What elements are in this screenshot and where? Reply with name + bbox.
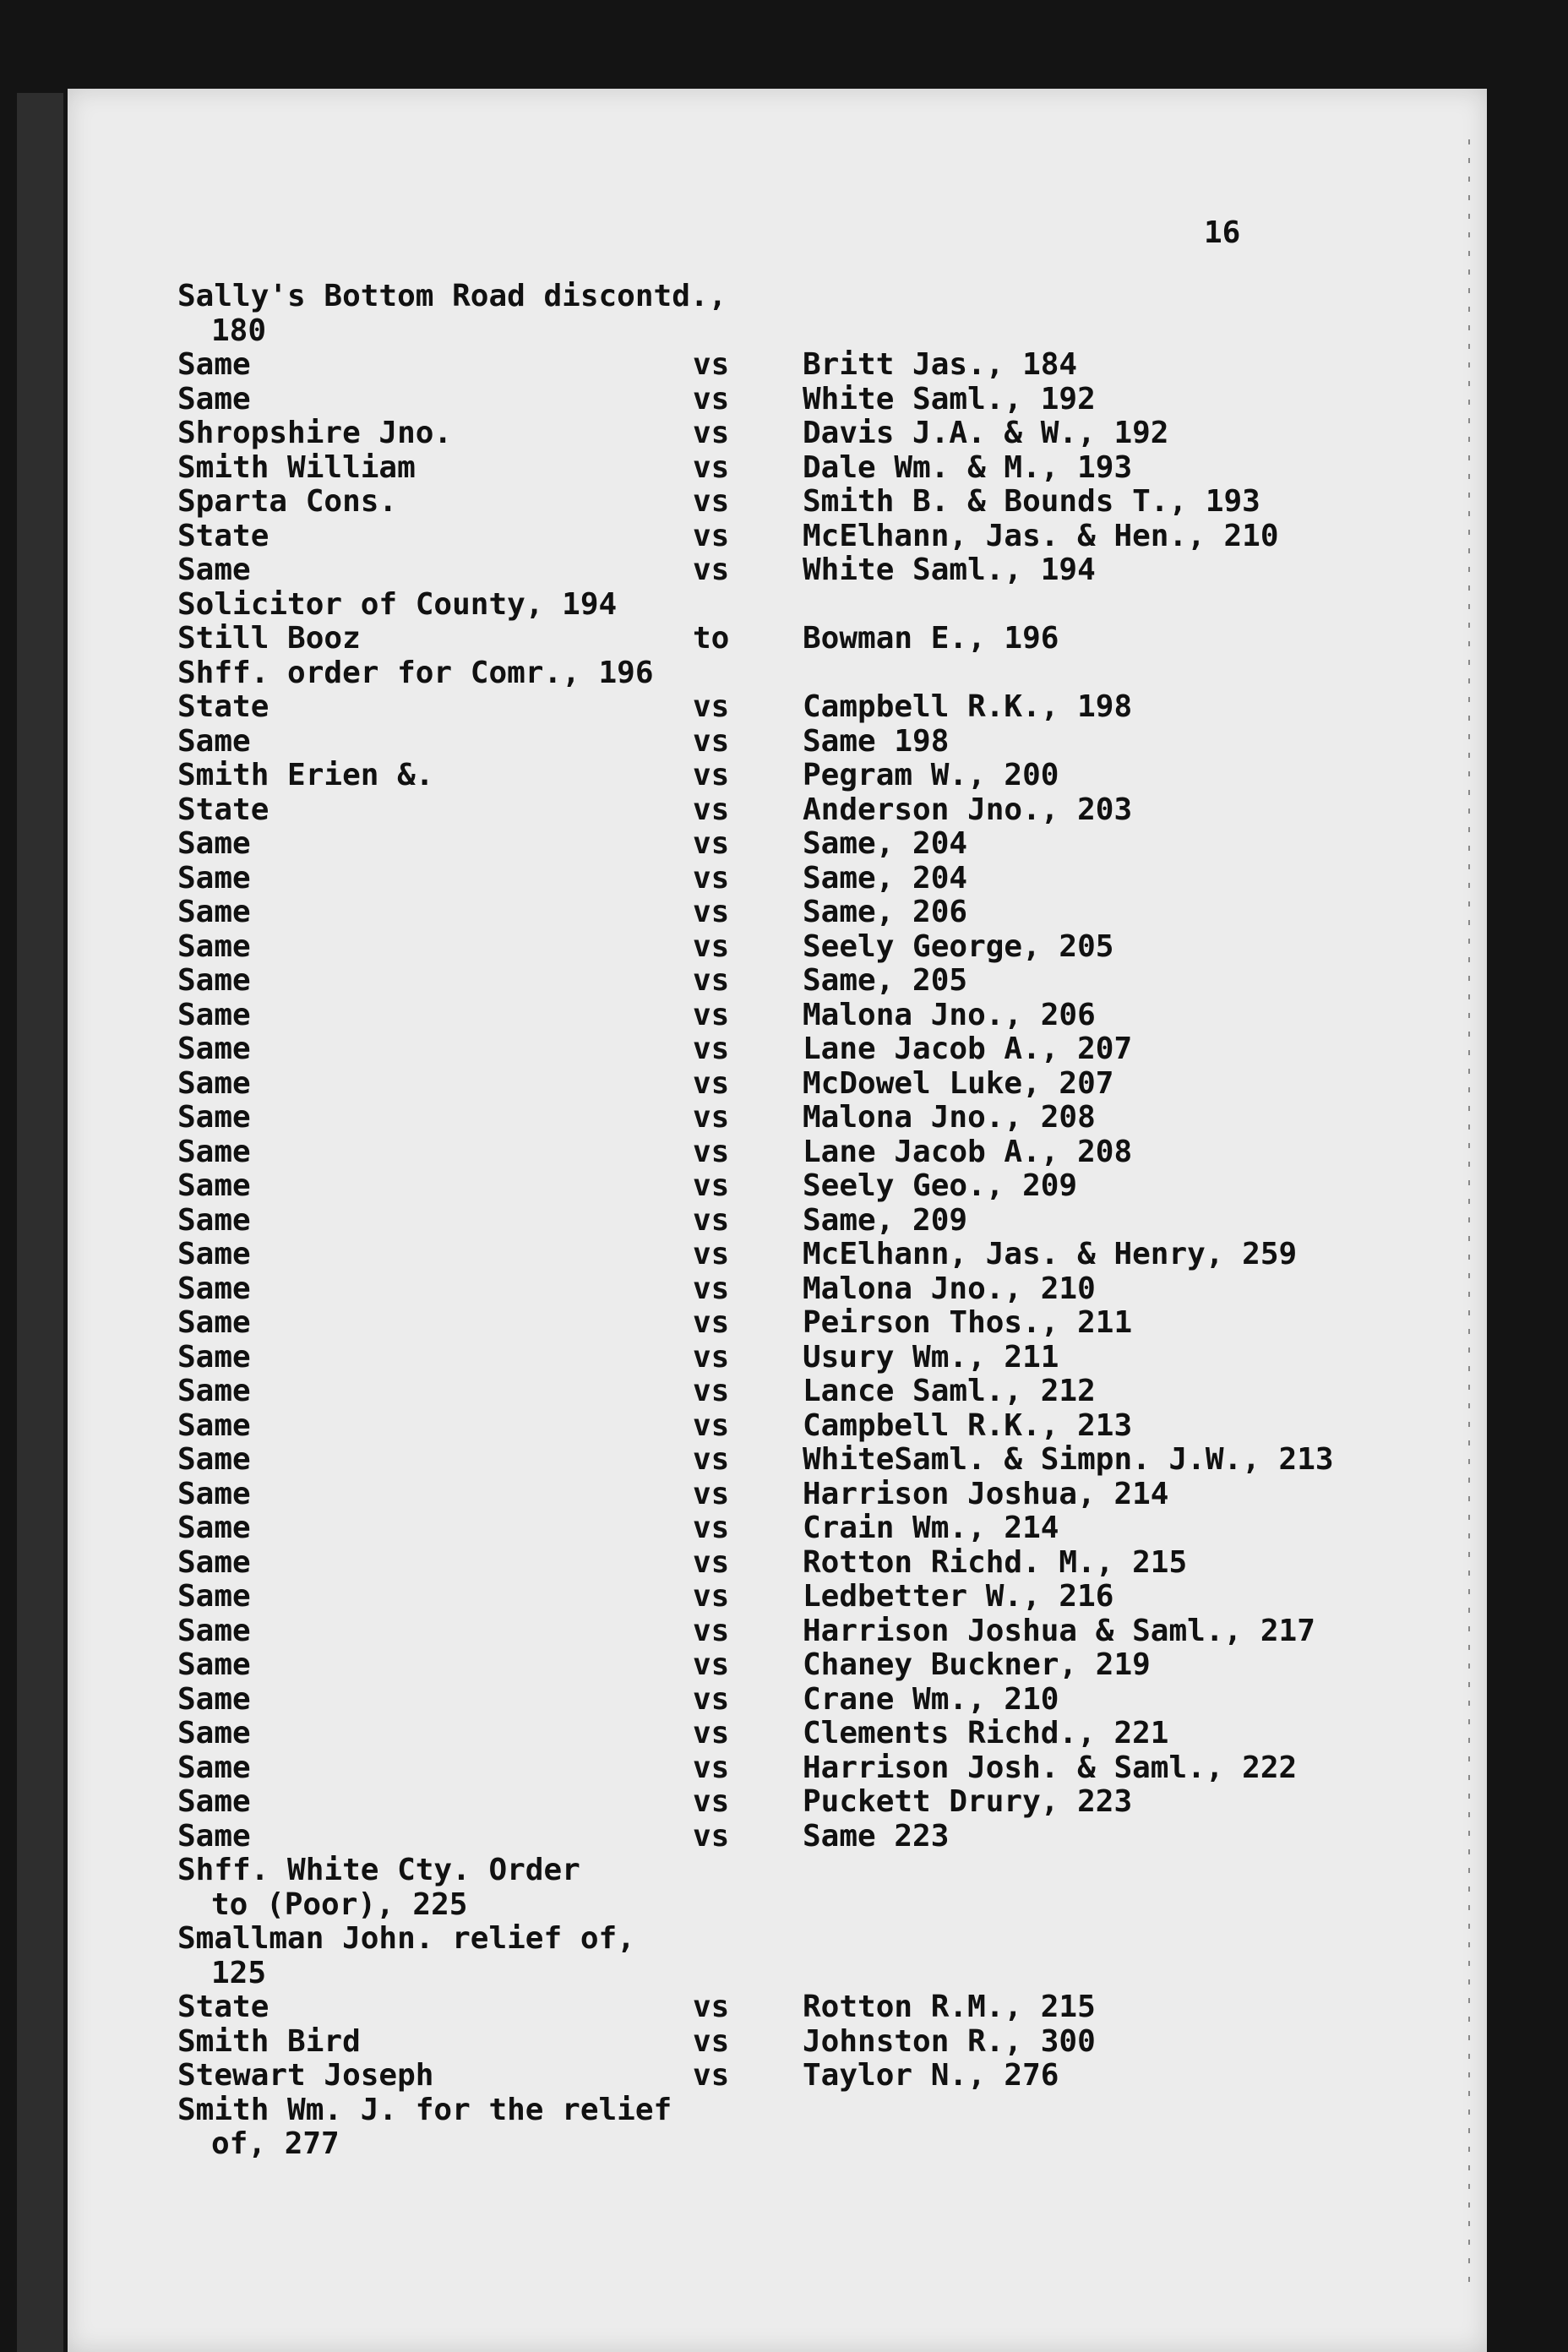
index-row (68, 1032, 1487, 1066)
entry-relation: vs (693, 1990, 730, 2024)
index-row (68, 724, 1487, 759)
entry-party: Shropshire Jno. (177, 416, 453, 450)
entry-relation: vs (693, 792, 730, 827)
entry-relation: vs (693, 1032, 730, 1066)
entry-opponent: Campbell R.K., 198 (803, 689, 1133, 724)
entry-party: Same (177, 1818, 251, 1854)
entry-opponent: Crane Wm., 210 (803, 1681, 1059, 1717)
entry-opponent: Clements Richd., 221 (803, 1716, 1169, 1750)
entry-relation: vs (693, 1407, 730, 1443)
entry-party: Same (177, 1271, 251, 1306)
entry-relation: vs (693, 1442, 730, 1477)
entry-relation: vs (693, 826, 730, 861)
index-row (68, 1647, 1487, 1682)
entry-party: Same (177, 1100, 251, 1135)
index-row (68, 1374, 1487, 1408)
entry-party: Same (177, 723, 251, 759)
entry-party: Same (177, 1544, 251, 1580)
entry-relation: vs (693, 1784, 730, 1819)
page-number: 16 (1204, 215, 1241, 250)
index-row (68, 1511, 1487, 1545)
entry-party: Same (177, 860, 251, 896)
index-row (68, 963, 1487, 998)
entry-party: Same (177, 826, 251, 861)
index-row (68, 1579, 1487, 1614)
index-row (68, 416, 1487, 450)
entry-continuation: 180 (211, 313, 267, 348)
entry-opponent: WhiteSaml. & Simpn. J.W., 213 (803, 1442, 1334, 1477)
index-row (68, 1614, 1487, 1648)
entry-opponent: Malona Jno., 208 (803, 1100, 1096, 1135)
index-row (68, 1203, 1487, 1238)
index-row (68, 1956, 1487, 1990)
entry-party: Same (177, 1681, 251, 1717)
index-row (68, 1853, 1487, 1887)
entry-opponent: White Saml., 192 (803, 381, 1096, 416)
entry-relation: vs (693, 347, 730, 382)
entry-relation: vs (693, 1476, 730, 1511)
entry-relation: vs (693, 1716, 730, 1750)
entry-relation: vs (693, 381, 730, 416)
entry-opponent: Bowman E., 196 (803, 621, 1059, 656)
entry-relation: vs (693, 1750, 730, 1785)
entry-opponent: Rotton R.M., 215 (803, 1990, 1096, 2024)
entry-party: Same (177, 1237, 251, 1271)
entry-opponent: Taylor N., 276 (803, 2058, 1059, 2093)
entry-opponent: Britt Jas., 184 (803, 347, 1078, 382)
entry-party: Same (177, 1511, 251, 1545)
entry-party: Same (177, 1032, 251, 1066)
index-row (68, 587, 1487, 622)
entry-relation: vs (693, 1339, 730, 1375)
entry-party: Smith William (177, 449, 416, 485)
entry-party: Same (177, 381, 251, 416)
entry-party: Same (177, 347, 251, 382)
entry-opponent: Malona Jno., 206 (803, 997, 1096, 1032)
index-row (68, 621, 1487, 656)
entry-relation: vs (693, 997, 730, 1032)
index-row (68, 347, 1487, 382)
entry-party: Shff. White Cty. Order (177, 1853, 580, 1887)
index-row (68, 1750, 1487, 1785)
entry-party: Same (177, 1202, 251, 1238)
entry-relation: vs (693, 895, 730, 929)
entry-opponent: Crain Wm., 214 (803, 1511, 1059, 1545)
index-row (68, 1135, 1487, 1169)
entry-relation: vs (693, 416, 730, 450)
entry-party: Same (177, 553, 251, 587)
index-row (68, 279, 1487, 313)
entry-opponent: Johnston R., 300 (803, 2023, 1096, 2059)
entry-opponent: Peirson Thos., 211 (803, 1305, 1133, 1340)
entry-relation: vs (693, 1305, 730, 1340)
entry-party: Sally's Bottom Road discontd., (177, 279, 727, 313)
index-row (68, 1066, 1487, 1101)
entry-opponent: Harrison Joshua, 214 (803, 1476, 1169, 1511)
entry-relation: vs (693, 723, 730, 759)
entry-party: Same (177, 997, 251, 1032)
index-row (68, 519, 1487, 553)
index-row (68, 1477, 1487, 1511)
index-row (68, 553, 1487, 587)
entry-relation: vs (693, 518, 730, 553)
entry-relation: vs (693, 1374, 730, 1408)
index-row (68, 1100, 1487, 1135)
entry-party: Same (177, 928, 251, 964)
index-row (68, 792, 1487, 827)
entry-party: Smith Wm. J. for the relief (177, 2092, 672, 2127)
index-row (68, 826, 1487, 861)
entry-opponent: Usury Wm., 211 (803, 1339, 1059, 1375)
entry-party: Same (177, 1716, 251, 1750)
entry-party: Same (177, 895, 251, 929)
entry-party: Sparta Cons. (177, 484, 398, 519)
entry-continuation: 125 (211, 1955, 267, 1990)
entry-opponent: Harrison Josh. & Saml., 222 (803, 1750, 1298, 1785)
entry-relation: vs (693, 1511, 730, 1545)
index-row (68, 1442, 1487, 1477)
entry-relation: vs (693, 553, 730, 587)
index-row (68, 1305, 1487, 1340)
index-row (68, 689, 1487, 724)
entry-relation: vs (693, 1579, 730, 1614)
entry-opponent: McDowel Luke, 207 (803, 1065, 1114, 1101)
entry-party: Same (177, 1579, 251, 1614)
entry-party: Same (177, 1784, 251, 1819)
entry-party: Smith Bird (177, 2023, 361, 2059)
index-row (68, 1237, 1487, 1271)
entry-opponent: Dale Wm. & M., 193 (803, 449, 1133, 485)
entry-party: Same (177, 1339, 251, 1375)
index-row (68, 1990, 1487, 2024)
index-row (68, 1819, 1487, 1854)
entry-relation: vs (693, 1168, 730, 1203)
binding-edge (17, 93, 63, 2352)
index-row (68, 1887, 1487, 1922)
entry-relation: vs (693, 1134, 730, 1169)
entry-party: Same (177, 1134, 251, 1169)
entry-relation: vs (693, 1100, 730, 1135)
entry-opponent: Same 198 (803, 723, 950, 759)
entry-party: Same (177, 1065, 251, 1101)
entry-opponent: Davis J.A. & W., 192 (803, 416, 1169, 450)
entry-relation: vs (693, 2058, 730, 2093)
entry-continuation: of, 277 (211, 2126, 340, 2161)
index-row (68, 1784, 1487, 1819)
entry-relation: vs (693, 484, 730, 519)
index-row (68, 1921, 1487, 1956)
entry-opponent: Campbell R.K., 213 (803, 1407, 1133, 1443)
entry-relation: vs (693, 1202, 730, 1238)
index-row (68, 861, 1487, 896)
index-row (68, 2093, 1487, 2127)
entry-relation: vs (693, 2023, 730, 2059)
entry-opponent: Ledbetter W., 216 (803, 1579, 1114, 1614)
index-row (68, 2058, 1487, 2093)
index-entries (68, 279, 1487, 2161)
entry-party: State (177, 1990, 270, 2024)
index-row (68, 2024, 1487, 2059)
entry-opponent: Rotton Richd. M., 215 (803, 1544, 1188, 1580)
entry-relation: vs (693, 1647, 730, 1682)
entry-relation: vs (693, 1613, 730, 1648)
entry-relation: vs (693, 860, 730, 896)
entry-party: Shff. order for Comr., 196 (177, 655, 654, 690)
document-page (68, 89, 1487, 2352)
entry-party: State (177, 689, 270, 724)
index-row (68, 1340, 1487, 1375)
entry-opponent: Chaney Buckner, 219 (803, 1647, 1151, 1682)
entry-party: Same (177, 1476, 251, 1511)
entry-relation: vs (693, 758, 730, 792)
entry-relation: vs (693, 928, 730, 964)
entry-party: Solicitor of County, 194 (177, 586, 618, 622)
index-row (68, 1682, 1487, 1717)
entry-opponent: Pegram W., 200 (803, 758, 1059, 792)
entry-opponent: White Saml., 194 (803, 553, 1096, 587)
index-row (68, 1716, 1487, 1750)
entry-party: Smallman John. relief of, (177, 1921, 635, 1956)
entry-opponent: Lane Jacob A., 208 (803, 1134, 1133, 1169)
entry-opponent: Same, 209 (803, 1202, 968, 1238)
entry-party: Same (177, 1750, 251, 1785)
entry-party: Same (177, 1168, 251, 1203)
entry-relation: vs (693, 689, 730, 724)
entry-opponent: Malona Jno., 210 (803, 1271, 1096, 1306)
entry-relation: vs (693, 1271, 730, 1306)
entry-opponent: Anderson Jno., 203 (803, 792, 1133, 827)
index-row (68, 1408, 1487, 1443)
index-row (68, 2126, 1487, 2161)
entry-party: Same (177, 1407, 251, 1443)
entry-relation: vs (693, 963, 730, 998)
index-row (68, 450, 1487, 485)
entry-opponent: Seely Geo., 209 (803, 1168, 1078, 1203)
entry-party: Still Booz (177, 621, 361, 656)
entry-opponent: McElhann, Jas. & Hen., 210 (803, 518, 1279, 553)
index-row (68, 656, 1487, 690)
index-row (68, 895, 1487, 929)
entry-party: State (177, 518, 270, 553)
entry-opponent: Same, 204 (803, 860, 968, 896)
entry-party: State (177, 792, 270, 827)
entry-relation: vs (693, 1681, 730, 1717)
entry-party: Same (177, 1305, 251, 1340)
entry-opponent: Same, 204 (803, 826, 968, 861)
index-row (68, 313, 1487, 348)
index-row (68, 929, 1487, 964)
entry-opponent: Puckett Drury, 223 (803, 1784, 1133, 1819)
entry-party: Smith Erien &. (177, 758, 434, 792)
index-row (68, 758, 1487, 792)
entry-continuation: to (Poor), 225 (211, 1886, 468, 1922)
entry-party: Same (177, 963, 251, 998)
entry-opponent: Harrison Joshua & Saml., 217 (803, 1613, 1315, 1648)
index-row (68, 1545, 1487, 1580)
index-row (68, 998, 1487, 1032)
index-row (68, 1168, 1487, 1203)
entry-relation: vs (693, 1544, 730, 1580)
entry-relation: vs (693, 449, 730, 485)
entry-relation: vs (693, 1237, 730, 1271)
entry-party: Stewart Joseph (177, 2058, 434, 2093)
entry-opponent: Lane Jacob A., 207 (803, 1032, 1133, 1066)
entry-opponent: McElhann, Jas. & Henry, 259 (803, 1237, 1298, 1271)
entry-opponent: Seely George, 205 (803, 928, 1114, 964)
entry-relation: vs (693, 1818, 730, 1854)
entry-opponent: Same 223 (803, 1818, 950, 1854)
entry-relation: vs (693, 1065, 730, 1101)
entry-opponent: Same, 205 (803, 963, 968, 998)
entry-party: Same (177, 1374, 251, 1408)
entry-party: Same (177, 1442, 251, 1477)
index-row (68, 484, 1487, 519)
entry-opponent: Lance Saml., 212 (803, 1374, 1096, 1408)
index-row (68, 1271, 1487, 1306)
entry-opponent: Same, 206 (803, 895, 968, 929)
index-row (68, 382, 1487, 416)
entry-opponent: Smith B. & Bounds T., 193 (803, 484, 1260, 519)
entry-relation: to (693, 621, 730, 656)
entry-party: Same (177, 1647, 251, 1682)
entry-party: Same (177, 1613, 251, 1648)
